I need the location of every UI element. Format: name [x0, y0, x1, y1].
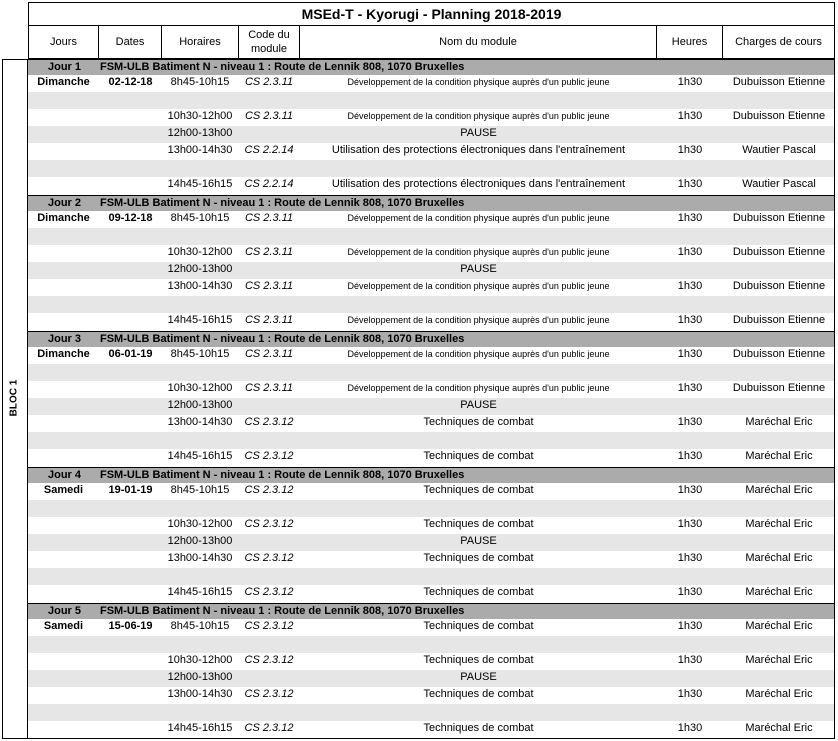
module-name-cell: Techniques de combat [423, 586, 534, 598]
day-location: FSM-ULB Batiment N - niveau 1 : Route de Lennik 808, 1070 Bruxelles [100, 333, 465, 345]
table-row [28, 517, 835, 534]
module-code-cell: CS 2.3.11 [244, 348, 294, 360]
module-name-cell: Techniques de combat [423, 620, 534, 632]
module-code-cell: CS 2.3.12 [244, 484, 294, 496]
hours-cell: 1h30 [677, 280, 703, 292]
lecturer-cell: Dubuisson Etienne [732, 314, 826, 326]
lecturer-cell: Maréchal Eric [745, 484, 813, 496]
module-code-cell: CS 2.3.12 [244, 450, 294, 462]
lecturer-cell: Dubuisson Etienne [732, 280, 826, 292]
lecturer-cell: Wautier Pascal [742, 144, 816, 156]
time-cell: 14h45-16h15 [167, 586, 233, 598]
spacer-row [28, 432, 835, 449]
header-code: Code du module [238, 25, 300, 59]
date-cell: 19-01-19 [108, 484, 153, 496]
table-row [28, 245, 835, 262]
lecturer-cell: Maréchal Eric [745, 518, 813, 530]
time-cell: 12h00-13h00 [167, 535, 233, 547]
header-heures: Heures [656, 25, 723, 59]
module-name-cell: PAUSE [460, 399, 497, 411]
module-name-cell: PAUSE [460, 671, 497, 683]
hours-cell: 1h30 [677, 620, 703, 632]
table-row [28, 381, 835, 398]
table-row [28, 75, 835, 92]
table-row [28, 721, 835, 738]
lecturer-cell: Dubuisson Etienne [732, 382, 826, 394]
module-name-cell: Utilisation des protections électroniques dans l'entraînement [331, 178, 626, 190]
spacer-row [28, 296, 835, 313]
module-name-cell: Techniques de combat [423, 518, 534, 530]
table-row [28, 687, 835, 704]
page-title: MSEd-T - Kyorugi - Planning 2018-2019 [28, 2, 835, 26]
module-code-cell: CS 2.3.12 [244, 722, 294, 734]
table-row [28, 262, 835, 279]
day-label: Jour 2 [48, 197, 82, 209]
time-cell: 14h45-16h15 [167, 178, 233, 190]
day-header-band [28, 195, 835, 211]
header-module: Nom du module [299, 25, 657, 59]
lecturer-cell: Maréchal Eric [745, 552, 813, 564]
hours-cell: 1h30 [677, 416, 703, 428]
spacer-row [28, 568, 835, 585]
module-code-cell: CS 2.3.12 [244, 688, 294, 700]
lecturer-cell: Dubuisson Etienne [732, 348, 826, 360]
time-cell: 13h00-14h30 [167, 688, 233, 700]
lecturer-cell: Maréchal Eric [745, 416, 813, 428]
table-row [28, 449, 835, 466]
table-row [28, 415, 835, 432]
weekday-cell: Samedi [43, 620, 84, 632]
time-cell: 13h00-14h30 [167, 416, 233, 428]
module-code-cell: CS 2.2.14 [244, 178, 294, 190]
header-jours: Jours [28, 25, 99, 59]
module-code-cell: CS 2.3.11 [244, 280, 294, 292]
lecturer-cell: Dubuisson Etienne [732, 110, 826, 122]
time-cell: 8h45-10h15 [170, 484, 230, 496]
table-row [28, 143, 835, 160]
module-name-cell: Développement de la condition physique auprès d'un public jeune [347, 111, 610, 121]
module-name-cell: Développement de la condition physique auprès d'un public jeune [347, 213, 610, 223]
hours-cell: 1h30 [677, 110, 703, 122]
table-row [28, 619, 835, 636]
date-cell: 06-01-19 [108, 348, 153, 360]
module-name-cell: PAUSE [460, 263, 497, 275]
hours-cell: 1h30 [677, 450, 703, 462]
module-name-cell: Techniques de combat [423, 654, 534, 666]
date-cell: 09-12-18 [108, 212, 153, 224]
time-cell: 14h45-16h15 [167, 450, 233, 462]
spacer-row [28, 92, 835, 109]
hours-cell: 1h30 [677, 314, 703, 326]
hours-cell: 1h30 [677, 654, 703, 666]
hours-cell: 1h30 [677, 144, 703, 156]
module-code-cell: CS 2.3.12 [244, 620, 294, 632]
module-code-cell: CS 2.3.11 [244, 212, 294, 224]
day-header-band [28, 467, 835, 483]
table-row [28, 211, 835, 228]
module-code-cell: CS 2.3.12 [244, 654, 294, 666]
module-name-cell: Utilisation des protections électroniques dans l'entraînement [331, 144, 626, 156]
table-row [28, 177, 835, 194]
time-cell: 10h30-12h00 [167, 110, 233, 122]
module-code-cell: CS 2.3.11 [244, 314, 294, 326]
table-row [28, 653, 835, 670]
date-cell: 02-12-18 [108, 76, 153, 88]
hours-cell: 1h30 [677, 178, 703, 190]
time-cell: 14h45-16h15 [167, 722, 233, 734]
day-location: FSM-ULB Batiment N - niveau 1 : Route de Lennik 808, 1070 Bruxelles [100, 61, 465, 73]
header-dates: Dates [98, 25, 162, 59]
time-cell: 13h00-14h30 [167, 280, 233, 292]
table-row [28, 534, 835, 551]
spacer-row [28, 228, 835, 245]
weekday-cell: Samedi [43, 484, 84, 496]
module-name-cell: Techniques de combat [423, 552, 534, 564]
module-code-cell: CS 2.3.11 [244, 76, 294, 88]
day-header-band [28, 603, 835, 619]
module-name-cell: Techniques de combat [423, 416, 534, 428]
time-cell: 12h00-13h00 [167, 127, 233, 139]
module-name-cell: Développement de la condition physique auprès d'un public jeune [347, 383, 610, 393]
day-location: FSM-ULB Batiment N - niveau 1 : Route de Lennik 808, 1070 Bruxelles [100, 605, 465, 617]
module-code-cell: CS 2.2.14 [244, 144, 294, 156]
weekday-cell: Dimanche [37, 212, 90, 224]
table-row [28, 670, 835, 687]
day-header-band [28, 59, 835, 75]
day-location: FSM-ULB Batiment N - niveau 1 : Route de Lennik 808, 1070 Bruxelles [100, 469, 465, 481]
module-code-cell: CS 2.3.11 [244, 246, 294, 258]
lecturer-cell: Maréchal Eric [745, 722, 813, 734]
module-name-cell: Développement de la condition physique auprès d'un public jeune [347, 77, 610, 87]
day-header-band [28, 331, 835, 347]
time-cell: 14h45-16h15 [167, 314, 233, 326]
day-label: Jour 3 [48, 333, 82, 345]
table-row [28, 279, 835, 296]
module-name-cell: Techniques de combat [423, 722, 534, 734]
module-name-cell: Techniques de combat [423, 688, 534, 700]
module-name-cell: Techniques de combat [423, 484, 534, 496]
hours-cell: 1h30 [677, 518, 703, 530]
hours-cell: 1h30 [677, 484, 703, 496]
lecturer-cell: Maréchal Eric [745, 688, 813, 700]
time-cell: 10h30-12h00 [167, 382, 233, 394]
table-row [28, 585, 835, 602]
spacer-row [28, 704, 835, 721]
lecturer-cell: Dubuisson Etienne [732, 212, 826, 224]
day-label: Jour 1 [48, 61, 82, 73]
hours-cell: 1h30 [677, 722, 703, 734]
table-row [28, 347, 835, 364]
module-name-cell: PAUSE [460, 535, 497, 547]
time-cell: 13h00-14h30 [167, 144, 233, 156]
lecturer-cell: Dubuisson Etienne [732, 76, 826, 88]
hours-cell: 1h30 [677, 76, 703, 88]
time-cell: 8h45-10h15 [170, 348, 230, 360]
time-cell: 13h00-14h30 [167, 552, 233, 564]
day-label: Jour 4 [48, 469, 82, 481]
hours-cell: 1h30 [677, 382, 703, 394]
table-row [28, 313, 835, 330]
module-name-cell: Techniques de combat [423, 450, 534, 462]
table-row [28, 483, 835, 500]
time-cell: 10h30-12h00 [167, 654, 233, 666]
time-cell: 12h00-13h00 [167, 263, 233, 275]
lecturer-cell: Maréchal Eric [745, 586, 813, 598]
spacer-row [28, 364, 835, 381]
time-cell: 10h30-12h00 [167, 246, 233, 258]
hours-cell: 1h30 [677, 586, 703, 598]
table-row [28, 398, 835, 415]
day-label: Jour 5 [48, 605, 82, 617]
module-code-cell: CS 2.3.12 [244, 586, 294, 598]
hours-cell: 1h30 [677, 552, 703, 564]
spacer-row [28, 160, 835, 177]
bloc-label: BLOC 1 [8, 379, 20, 417]
time-cell: 10h30-12h00 [167, 518, 233, 530]
spacer-row [28, 636, 835, 653]
lecturer-cell: Maréchal Eric [745, 450, 813, 462]
hours-cell: 1h30 [677, 348, 703, 360]
header-charges: Charges de cours [722, 25, 835, 59]
module-code-cell: CS 2.3.12 [244, 552, 294, 564]
date-cell: 15-06-19 [108, 620, 153, 632]
time-cell: 8h45-10h15 [170, 620, 230, 632]
hours-cell: 1h30 [677, 212, 703, 224]
time-cell: 8h45-10h15 [170, 212, 230, 224]
module-name-cell: Développement de la condition physique auprès d'un public jeune [347, 349, 610, 359]
lecturer-cell: Dubuisson Etienne [732, 246, 826, 258]
module-code-cell: CS 2.3.11 [244, 110, 294, 122]
hours-cell: 1h30 [677, 246, 703, 258]
header-horaires: Horaires [161, 25, 239, 59]
table-row [28, 109, 835, 126]
lecturer-cell: Wautier Pascal [742, 178, 816, 190]
lecturer-cell: Maréchal Eric [745, 654, 813, 666]
spacer-row [28, 500, 835, 517]
weekday-cell: Dimanche [37, 348, 90, 360]
weekday-cell: Dimanche [37, 76, 90, 88]
module-name-cell: PAUSE [460, 127, 497, 139]
lecturer-cell: Maréchal Eric [745, 620, 813, 632]
time-cell: 8h45-10h15 [170, 76, 230, 88]
time-cell: 12h00-13h00 [167, 399, 233, 411]
module-name-cell: Développement de la condition physique auprès d'un public jeune [347, 247, 610, 257]
module-code-cell: CS 2.3.12 [244, 416, 294, 428]
table-row [28, 126, 835, 143]
module-code-cell: CS 2.3.12 [244, 518, 294, 530]
module-code-cell: CS 2.3.11 [244, 382, 294, 394]
hours-cell: 1h30 [677, 688, 703, 700]
table-row [28, 551, 835, 568]
module-name-cell: Développement de la condition physique auprès d'un public jeune [347, 281, 610, 291]
module-name-cell: Développement de la condition physique auprès d'un public jeune [347, 315, 610, 325]
time-cell: 12h00-13h00 [167, 671, 233, 683]
day-location: FSM-ULB Batiment N - niveau 1 : Route de Lennik 808, 1070 Bruxelles [100, 197, 465, 209]
